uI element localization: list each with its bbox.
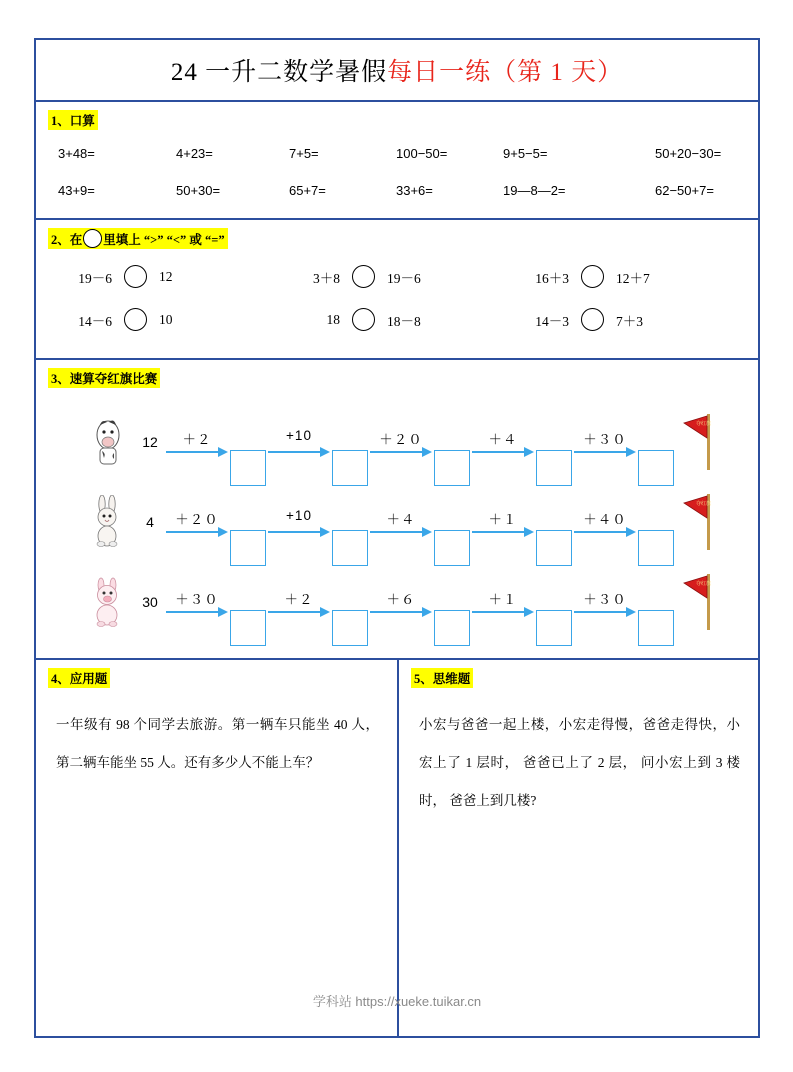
answer-circle[interactable] xyxy=(352,308,375,331)
red-flag-icon xyxy=(682,412,722,472)
answer-box[interactable] xyxy=(332,530,368,566)
compare-rhs: 10 xyxy=(159,311,173,327)
oral-item: 65+7= xyxy=(289,183,326,198)
race-step xyxy=(166,428,228,457)
answer-box[interactable] xyxy=(434,530,470,566)
race-step xyxy=(574,428,636,457)
compare-item xyxy=(523,265,656,288)
race-op: ＋４ xyxy=(386,511,416,527)
section-compare xyxy=(36,220,758,360)
section-word-problem xyxy=(36,660,399,1036)
oral-item: 3+48= xyxy=(58,146,95,161)
red-flag-icon xyxy=(682,572,722,632)
race-op: ＋６ xyxy=(386,591,416,607)
arrow-icon xyxy=(166,447,228,457)
answer-box[interactable] xyxy=(638,610,674,646)
answer-circle[interactable] xyxy=(352,265,375,288)
pig-icon xyxy=(88,575,128,629)
compare-rhs: 18－8 xyxy=(387,313,421,329)
race-step xyxy=(574,508,636,537)
arrow-icon xyxy=(166,607,228,617)
section-4-label: 4、应用题 xyxy=(48,668,110,688)
section-2-label xyxy=(48,228,228,249)
race-step xyxy=(370,508,432,537)
race-op: ＋１ xyxy=(488,591,518,607)
section-speed-race xyxy=(36,360,758,660)
answer-circle[interactable] xyxy=(581,308,604,331)
answer-box[interactable] xyxy=(638,450,674,486)
arrow-icon xyxy=(370,607,432,617)
arrow-icon xyxy=(370,527,432,537)
arrow-icon xyxy=(472,607,534,617)
race-op: ＋４０ xyxy=(583,511,627,527)
oral-item: 9+5−5= xyxy=(503,146,548,161)
answer-box[interactable] xyxy=(230,530,266,566)
arrow-icon xyxy=(268,607,330,617)
answer-box[interactable] xyxy=(434,610,470,646)
compare-item xyxy=(523,308,656,331)
section-oral-math xyxy=(36,102,758,220)
race-row xyxy=(88,562,758,642)
oral-item: 43+9= xyxy=(58,183,95,198)
answer-box[interactable] xyxy=(332,610,368,646)
section-2-label-after: 里填上 “>” “<” 或 “=” xyxy=(103,233,225,247)
compare-lhs: 18 xyxy=(326,311,340,327)
race-start-value: 12 xyxy=(142,434,158,450)
arrow-icon xyxy=(574,527,636,537)
oral-item: 33+6= xyxy=(396,183,433,198)
oral-item: 62−50+7= xyxy=(655,183,714,198)
answer-circle[interactable] xyxy=(124,265,147,288)
compare-lhs: 19－6 xyxy=(78,270,112,286)
answer-box[interactable] xyxy=(536,610,572,646)
arrow-icon xyxy=(370,447,432,457)
race-step xyxy=(472,428,534,457)
race-step xyxy=(370,588,432,617)
compare-item xyxy=(294,308,523,331)
bottom-problems xyxy=(36,660,758,1036)
race-op: ＋３０ xyxy=(175,591,219,607)
race-op: +10 xyxy=(286,427,312,443)
answer-box[interactable] xyxy=(536,450,572,486)
compare-item xyxy=(294,265,523,288)
compare-rhs: 12＋7 xyxy=(616,270,650,286)
compare-rhs: 12 xyxy=(159,268,173,284)
arrow-icon xyxy=(472,527,534,537)
arrow-icon xyxy=(268,447,330,457)
arrow-icon xyxy=(574,607,636,617)
race-op: ＋４ xyxy=(488,431,518,447)
race-row xyxy=(88,402,758,482)
svg-text:夺红旗: 夺红旗 xyxy=(696,502,712,507)
word-problem-text: 一年级有 98 个同学去旅游。第一辆车只能坐 40 人，第二辆车能坐 55 人。还有多少人不能上车？ xyxy=(56,717,379,770)
oral-item: 7+5= xyxy=(289,146,319,161)
oral-item: 100−50= xyxy=(396,146,448,161)
race-op: ＋３０ xyxy=(583,591,627,607)
worksheet-page xyxy=(34,38,760,1038)
answer-circle[interactable] xyxy=(124,308,147,331)
arrow-icon xyxy=(472,447,534,457)
race-step xyxy=(166,508,228,537)
compare-item xyxy=(66,308,294,331)
race-row xyxy=(88,482,758,562)
oral-row xyxy=(58,146,738,161)
race-step xyxy=(574,588,636,617)
race-op: ＋１ xyxy=(488,511,518,527)
race-op: ＋３０ xyxy=(583,431,627,447)
answer-box[interactable] xyxy=(638,530,674,566)
arrow-icon xyxy=(574,447,636,457)
compare-lhs: 3＋8 xyxy=(313,270,340,286)
page-title xyxy=(36,40,758,102)
compare-row xyxy=(66,265,758,288)
oral-item: 19—8—2= xyxy=(503,183,566,198)
answer-box[interactable] xyxy=(434,450,470,486)
race-step xyxy=(370,428,432,457)
race-start-value: 30 xyxy=(142,594,158,610)
race-op: +10 xyxy=(286,507,312,523)
compare-lhs: 14－6 xyxy=(78,313,112,329)
race-step xyxy=(166,588,228,617)
oral-math-list xyxy=(36,146,758,198)
oral-item: 50+20−30= xyxy=(655,146,722,161)
answer-box[interactable] xyxy=(332,450,368,486)
rabbit-icon xyxy=(88,495,128,549)
oral-row xyxy=(58,183,738,198)
race-op: ＋２０ xyxy=(379,431,423,447)
answer-box[interactable] xyxy=(230,610,266,646)
race-start-value: 4 xyxy=(146,514,154,530)
answer-circle[interactable] xyxy=(581,265,604,288)
svg-text:夺红旗: 夺红旗 xyxy=(696,422,712,427)
race-op: ＋２ xyxy=(284,591,314,607)
answer-box[interactable] xyxy=(230,450,266,486)
compare-lhs: 16＋3 xyxy=(535,270,569,286)
compare-item xyxy=(66,265,294,288)
arrow-icon xyxy=(166,527,228,537)
oral-item: 4+23= xyxy=(176,146,213,161)
section-thinking-problem xyxy=(399,660,758,1036)
title-red-part: 每日一练（第 1 天） xyxy=(387,59,624,86)
arrow-icon xyxy=(268,527,330,537)
answer-box[interactable] xyxy=(536,530,572,566)
watermark: 学科站 https://xueke.tuikar.cn xyxy=(312,994,482,1009)
compare-row xyxy=(66,308,758,331)
race-step xyxy=(268,588,330,617)
race-list xyxy=(36,402,758,642)
cow-icon xyxy=(88,415,128,469)
race-step xyxy=(268,508,330,537)
section-2-label-before: 2、在 xyxy=(51,233,83,247)
oral-item: 50+30= xyxy=(176,183,221,198)
title-black-part: 24 一升二数学暑假 xyxy=(170,59,388,86)
section-3-label: 3、速算夺红旗比赛 xyxy=(48,368,160,388)
compare-rhs: 7＋3 xyxy=(616,313,643,329)
circle-icon xyxy=(83,229,102,248)
svg-text:夺红旗: 夺红旗 xyxy=(696,582,712,587)
compare-rhs: 19－6 xyxy=(387,270,421,286)
race-step xyxy=(472,508,534,537)
compare-list xyxy=(36,265,758,331)
race-op: ＋２０ xyxy=(175,511,219,527)
race-op: ＋２ xyxy=(182,431,212,447)
race-step xyxy=(472,588,534,617)
race-step xyxy=(268,428,330,457)
compare-lhs: 14－3 xyxy=(535,313,569,329)
red-flag-icon xyxy=(682,492,722,552)
section-5-label: 5、思维题 xyxy=(411,668,473,688)
thinking-problem-text: 小宏与爸爸一起上楼，小宏走得慢，爸爸走得快，小宏上了 1 层时， 爸爸已上了 2 层， 问小宏上到 3 楼时， 爸爸上到几楼? xyxy=(419,717,740,808)
section-1-label: 1、口算 xyxy=(48,110,98,130)
